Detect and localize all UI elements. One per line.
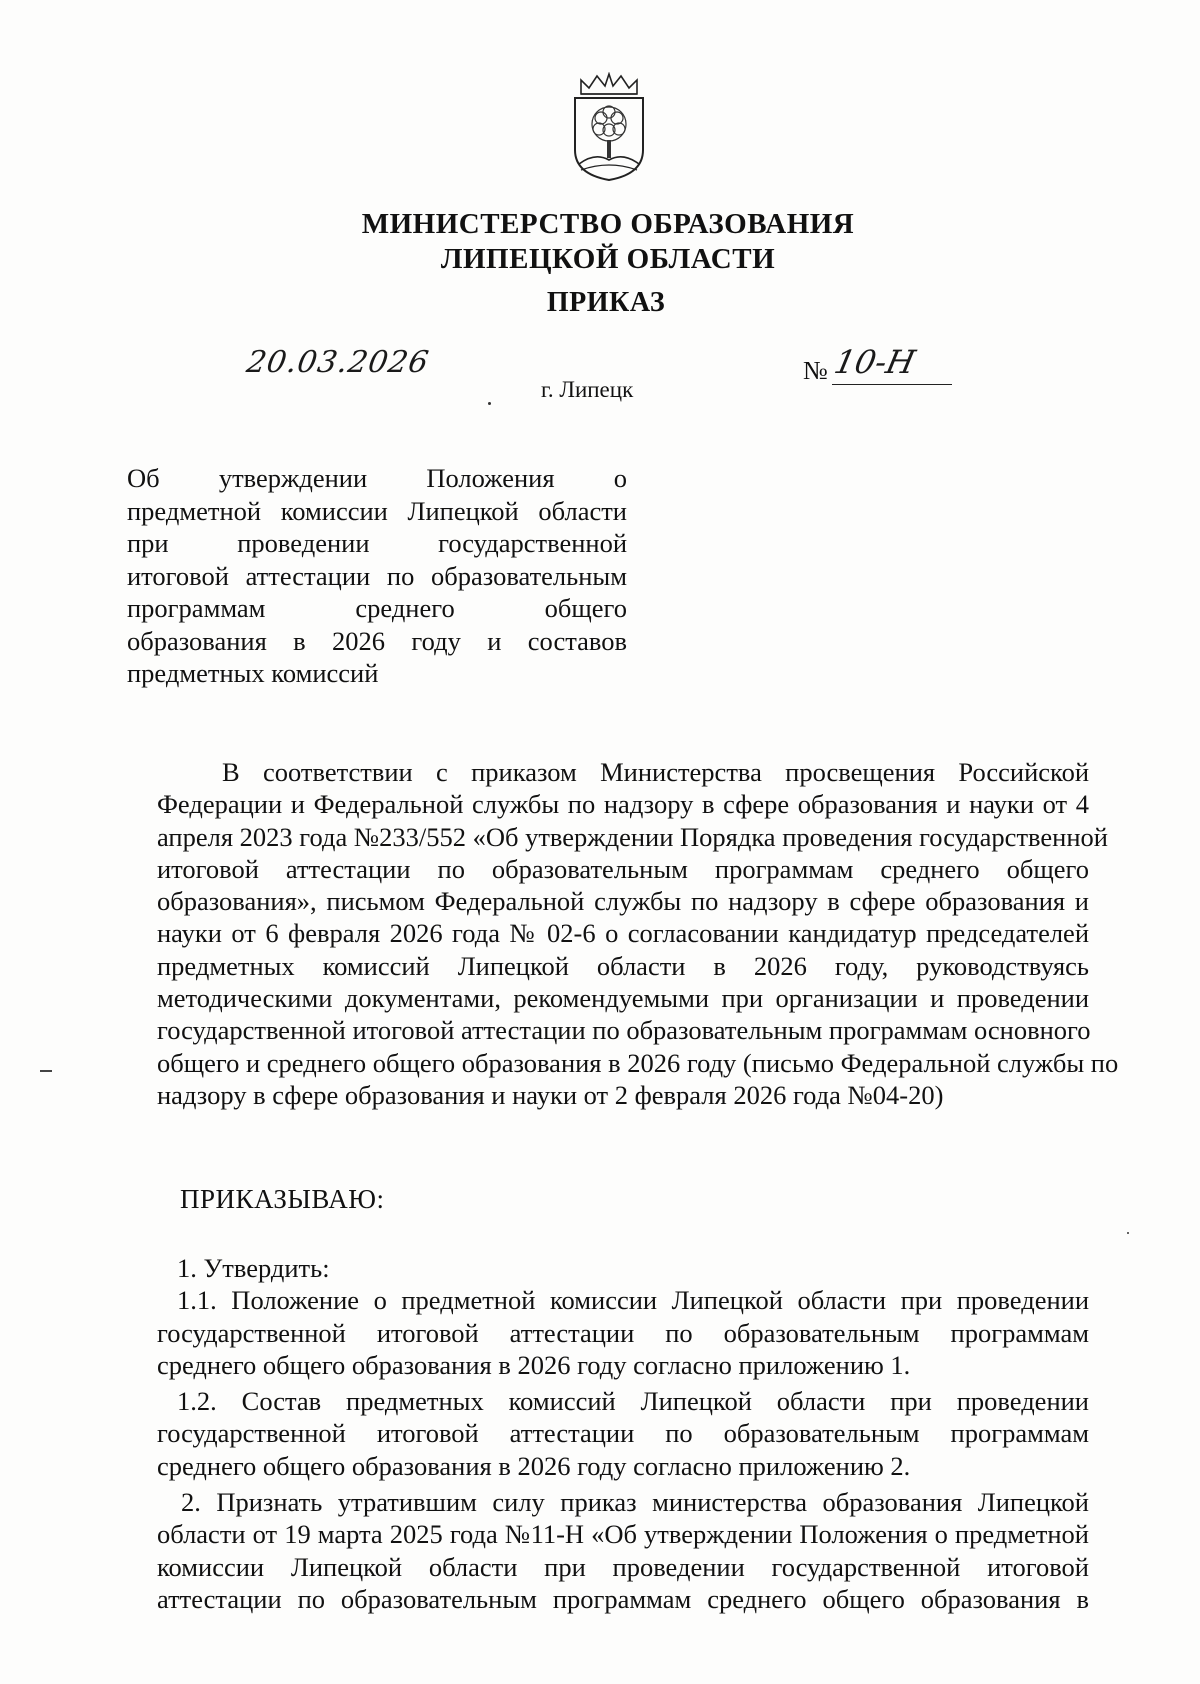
order-items (157, 1252, 1089, 1615)
handwritten-number: 10-Н (830, 343, 919, 381)
preamble-line: предметных комиссий Липецкой области в 2026 году, руководствуясь (157, 950, 1089, 981)
preamble-line: науки от 6 февраля 2026 года № 02-6 о согласовании кандидатур председателей (157, 918, 1089, 949)
preamble-line: В соответствии с приказом Министерства просвещения Российской (222, 757, 1089, 787)
item-1: 1. Утвердить: (177, 1253, 330, 1283)
number-label: № (803, 356, 828, 385)
subject-line: программам среднего общего (127, 593, 627, 623)
document-type: ПРИКАЗ (546, 287, 666, 318)
scan-speck (1127, 1232, 1129, 1234)
preamble-line: Федерации и Федеральной службы по надзору в сфере образования и науки от 4 (157, 789, 1089, 820)
preamble-line: надзору в сфере образования и науки от 2 февраля 2026 года №04-20) (157, 1079, 944, 1110)
item-1-1-line: среднего общего образования в 2026 году согласно приложению 1. (157, 1349, 911, 1380)
organization-name: МИНИСТЕРСТВО ОБРАЗОВАНИЯ (361, 208, 855, 240)
preamble-line: методическими документами, рекомендуемыми при организации и проведении (157, 983, 1089, 1014)
subject-line: предметных комиссий (127, 658, 379, 688)
preamble-line: государственной итоговой аттестации по образовательным программам основного (157, 1015, 1091, 1046)
item-1-2-line: среднего общего образования в 2026 году согласно приложению 2. (157, 1450, 911, 1481)
order-directive: ПРИКАЗЫВАЮ: (180, 1184, 385, 1214)
order-subject (127, 462, 627, 690)
item-2-line: 2. Признать утратившим силу приказ министерства образования Липецкой (181, 1487, 1089, 1518)
item-1-2-line: 1.2. Состав предметных комиссий Липецкой области при проведении (177, 1386, 1089, 1417)
item-1-2-line: государственной итоговой аттестации по образовательным программам (157, 1418, 1089, 1449)
preamble-line: общего и среднего общего образования в 2026 году (письмо Федеральной службы по (157, 1047, 1119, 1078)
subject-line: предметной комиссии Липецкой области (127, 495, 627, 526)
preamble-line: апреля 2023 года №233/552 «Об утверждении Порядка проведения государственной (157, 821, 1108, 852)
item-1-1-line: 1.1. Положение о предметной комиссии Липецкой области при проведении (177, 1285, 1089, 1316)
scan-speck (488, 402, 491, 405)
lipetsk-coat-of-arms-icon (567, 72, 651, 184)
item-1-1-line: государственной итоговой аттестации по образовательным программам (157, 1317, 1089, 1348)
subject-line: Об утверждении Положения о (127, 463, 627, 493)
item-2-line: комиссии Липецкой области при проведении государственной итоговой (157, 1551, 1089, 1582)
item-2-line: области от 19 марта 2025 года №11-Н «Об утверждении Положения о предметной (157, 1519, 1089, 1550)
item-2-line: аттестации по образовательным программам среднего общего образования в (157, 1583, 1089, 1614)
scan-margin-mark (40, 1070, 52, 1072)
organization-region: ЛИПЕЦКОЙ ОБЛАСТИ (440, 243, 776, 275)
subject-line: при проведении государственной (127, 528, 627, 558)
handwritten-date: 20.03.2026 (243, 345, 432, 380)
subject-line: образования в 2026 году и составов (127, 625, 627, 656)
city: г. Липецк (541, 377, 634, 402)
number-underline (832, 384, 952, 385)
subject-line: итоговой аттестации по образовательным (127, 560, 627, 591)
preamble-paragraph (157, 756, 1119, 1111)
preamble-line: образования», письмом Федеральной службы по надзору в сфере образования и (157, 886, 1089, 917)
preamble-line: итоговой аттестации по образовательным программам среднего общего (157, 853, 1089, 884)
